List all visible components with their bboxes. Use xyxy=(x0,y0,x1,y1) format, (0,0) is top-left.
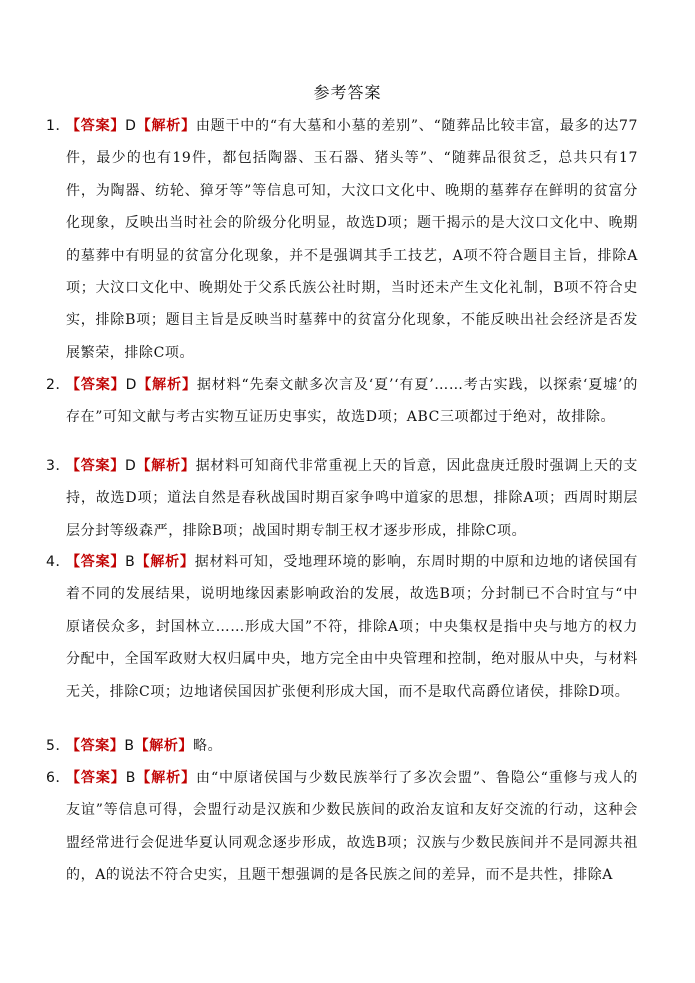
answer-choice: D xyxy=(125,377,137,393)
analysis-text: 由“中原诸侯国与少数民族举行了多次会盟”、鲁隐公“重修与戎人的友谊”等信息可得，会盟行动是汉族和少数民族间的政治友谊和友好交流的行动，这种会盟经常进行会促进华夏认同观念逐步形成，故选B项；汉族与少数民族间并不是同源共祖的，A的说法不符合史实，且题干想强调的是各民族之间的差异，而不是共性，排除A xyxy=(66,770,639,884)
item-number: 1． xyxy=(46,118,71,134)
answer-tag: 【答案】 xyxy=(66,770,126,786)
page-title: 参考答案 xyxy=(313,83,382,102)
answer-choice: B xyxy=(125,770,136,786)
answer-tag: 【答案】 xyxy=(66,458,126,474)
analysis-text: 据材料“先秦文献多次言及‘夏’‘有夏’……考古实践，以探索‘夏墟’的存在”可知文献与考古实物互证历史事实，故选D项；ABC三项都过于绝对，故排除。 xyxy=(66,377,639,426)
analysis-text: 由题干中的“有大墓和小墓的差别”、“随葬品比较丰富，最多的达77件，最少的也有19件，都包括陶器、玉石器、猪头等”、“随葬品很贫乏，总共只有17件，为陶器、纺轮、獐牙等”等信息可知，大汶口文化中、晚期的墓葬存在鲜明的贫富分化现象，反映出当时社会的阶级分化明显，故选D项；题干揭示的是大汶口文化中、晚期的墓葬中有明显的贫富分化现象，并不是强调其手工技艺，A项不符合题目主旨，排除A项；大汶口文化中、晚期处于父系氏族公社时期，当时还未产生文化礼制，B项不符合史实，排除B项；题目主旨是反映当时墓葬中的贫富分化现象，不能反映出社会经济是否发展繁荣，排除C项。 xyxy=(66,118,638,361)
analysis-tag: 【解析】 xyxy=(134,738,194,754)
answer-item-6 xyxy=(46,762,639,892)
item-number: 5． xyxy=(46,738,71,754)
analysis-tag: 【解析】 xyxy=(135,770,197,786)
analysis-tag: 【解析】 xyxy=(135,554,195,570)
item-number: 3． xyxy=(46,458,71,474)
answer-item-2 xyxy=(46,369,639,434)
analysis-tag: 【解析】 xyxy=(136,458,196,474)
answer-item-3 xyxy=(46,450,638,547)
answer-tag: 【答案】 xyxy=(66,118,126,134)
analysis-tag: 【解析】 xyxy=(136,118,196,134)
analysis-tag: 【解析】 xyxy=(136,377,197,393)
answer-item-4 xyxy=(46,546,639,708)
answer-tag: 【答案】 xyxy=(66,554,126,570)
analysis-text: 据材料可知，受地理环境的影响，东周时期的中原和边地的诸侯国有着不同的发展结果，说明地缘因素影响政治的发展，故选B项；分封制已不合时宜与“中原诸侯众多，封国林立……形成大国”不符，排除A项；中央集权是指中央与地方的权力分配中，全国军政财大权归属中央，地方完全由中央管理和控制，绝对服从中央，与材料无关，排除C项；边地诸侯国因扩张便利形成大国，而不是取代高爵位诸侯，排除D项。 xyxy=(66,554,639,700)
item-number: 6． xyxy=(46,770,71,786)
answer-choice: B xyxy=(125,554,136,570)
item-number: 2． xyxy=(46,377,71,393)
answer-tag: 【答案】 xyxy=(66,377,126,393)
answer-item-1 xyxy=(46,110,638,369)
answer-choice: D xyxy=(125,458,137,474)
item-number: 4． xyxy=(46,554,71,570)
answer-choice: D xyxy=(125,118,137,134)
answer-choice: B xyxy=(124,738,135,754)
analysis-text: 略。 xyxy=(193,738,223,754)
answer-item-5 xyxy=(46,730,638,762)
analysis-text: 据材料可知商代非常重视上天的旨意，因此盘庚迁殷时强调上天的支持，故选D项；道法自然是春秋战国时期百家争鸣中道家的思想，排除A项；西周时期层层分封等级森严，排除B项；战国时期专制王权才逐步形成，排除C项。 xyxy=(66,458,638,539)
answer-tag: 【答案】 xyxy=(66,738,125,754)
